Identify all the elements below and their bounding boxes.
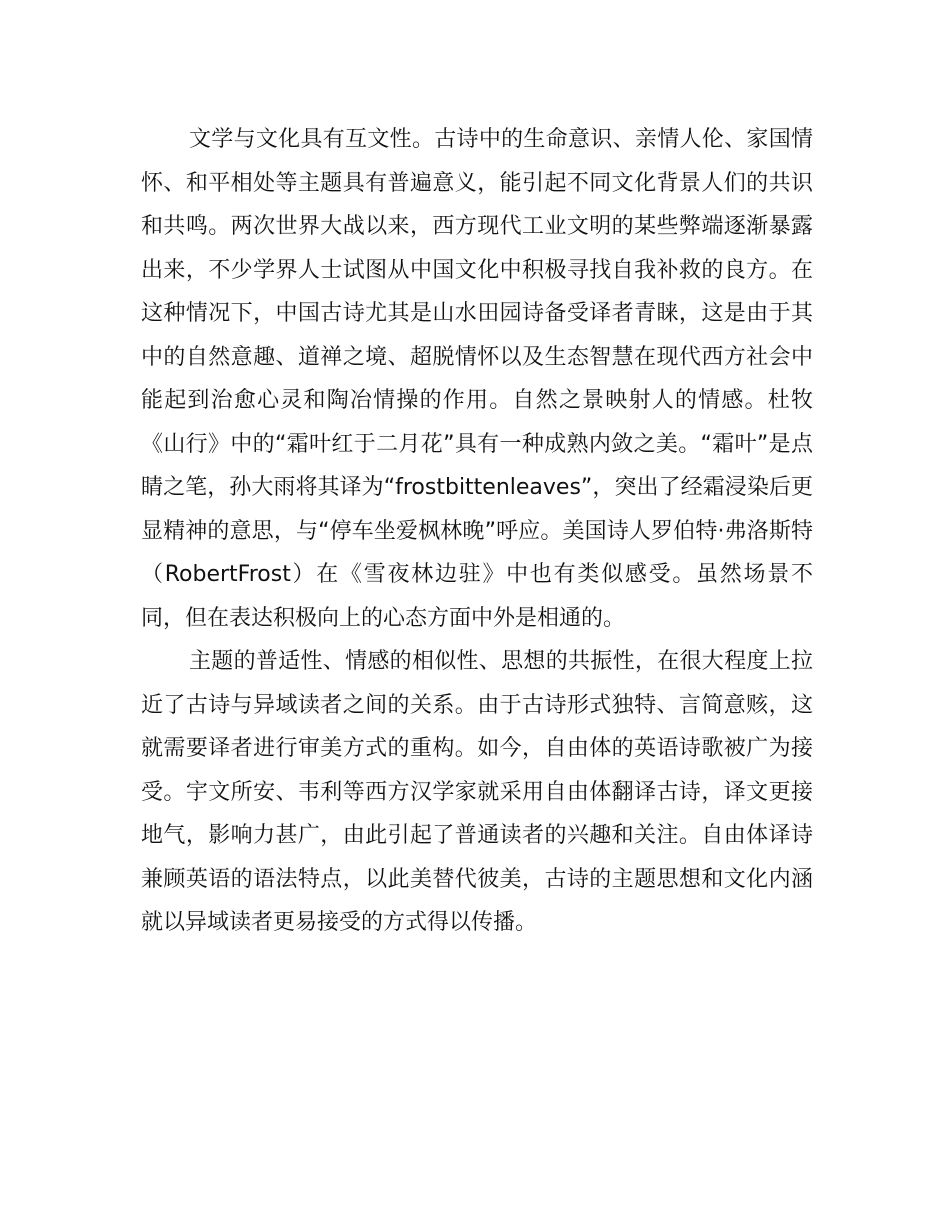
paragraph-1: 文学与文化具有互文性。古诗中的生命意识、亲情人伦、家国情怀、和平相处等主题具有普遍意义，能引起不同文化背景人们的共识和共鸣。两次世界大战以来，西方现代工业文明的某些弊端逐渐暴露出来，不少学界人士试图从中国文化中积极寻找自我补救的良方。在这种情况下，中国古诗尤其是山水田园诗备受译者青睐，这是由于其中的自然意趣、道禅之境、超脱情怀以及生态智慧在现代西方社会中能起到治愈心灵和陶冶情操的作用。自然之景映射人的情感。杜牧《山行》中的“霜叶红于二月花”具有一种成熟内敛之美。“霜叶”是点睛之笔，孙大雨将其译为“frostbittenleaves”，突出了经霜浸染后更显精神的意思，与“停车坐爱枫林晚”呼应。美国诗人罗伯特·弗洛斯特（RobertFrost）在《雪夜林边驻》中也有类似感受。虽然场景不同，但在表达积极向上的心态方面中外是相通的。: [141, 127, 813, 631]
paragraph-2: 主题的普适性、情感的相似性、思想的共振性，在很大程度上拉近了古诗与异域读者之间的关系。由于古诗形式独特、言简意赅，这就需要译者进行审美方式的重构。如今，自由体的英语诗歌被广为接受。宇文所安、韦利等西方汉学家就采用自由体翻译古诗，译文更接地气，影响力甚广，由此引起了普通读者的兴趣和关注。自由体译诗兼顾英语的语法特点，以此美替代彼美，古诗的主题思想和文化内涵就以异域读者更易接受的方式得以传播。: [141, 649, 813, 935]
document-body: [141, 118, 813, 945]
